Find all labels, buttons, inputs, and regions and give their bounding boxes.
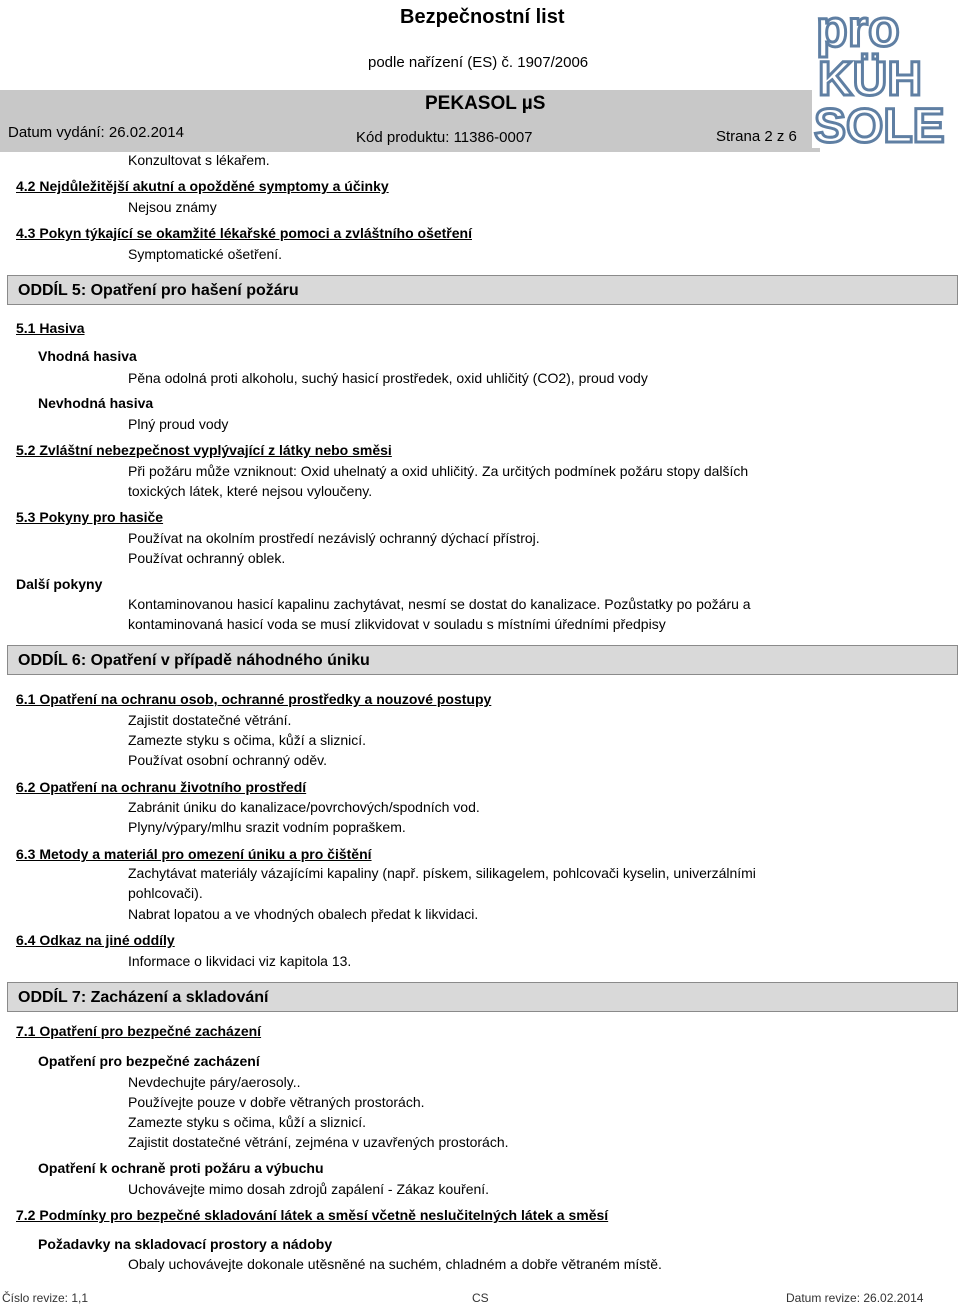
- text-line: Zajistit dostatečné větrání, zejména v uzavřených prostorách.: [128, 1134, 509, 1150]
- section-title: ODDÍL 6: Opatření v případě náhodného úniku: [18, 652, 370, 669]
- issue-date: Datum vydání: 26.02.2014: [8, 124, 184, 141]
- text-line: Kontaminovanou hasicí kapalinu zachytávat, nesmí se dostat do kanalizace. Pozůstatky po požáru a: [128, 596, 751, 612]
- document-title: Bezpečnostní list: [400, 6, 565, 28]
- text-line: Informace o likvidaci viz kapitola 13.: [128, 953, 352, 969]
- svg-text:pro: pro: [816, 2, 900, 58]
- label-suitable-media: Vhodná hasiva: [38, 348, 137, 364]
- text-line: Při požáru může vzniknout: Oxid uhelnatý a oxid uhličitý. Za určitých podmínek požáru stopy dalších: [128, 463, 749, 479]
- text-line: Nabrat lopatou a ve vhodných obalech předat k likvidaci.: [128, 906, 479, 922]
- subsection-heading-7-2: 7.2 Podmínky pro bezpečné skladování látek a směsí včetně neslučitelných látek a směsí: [16, 1207, 609, 1223]
- svg-text:KÜH: KÜH: [818, 53, 922, 106]
- subsection-heading-4-2: 4.2 Nejdůležitější akutní a opožděné symptomy a účinky: [16, 178, 389, 194]
- text-line: Nevdechujte páry/aerosoly..: [128, 1074, 301, 1090]
- product-name: PEKASOL µS: [425, 93, 546, 114]
- text-line: Obaly uchovávejte dokonale utěsněné na suchém, chladném a dobře větraném místě.: [128, 1256, 662, 1272]
- subsection-heading-6-2: 6.2 Opatření na ochranu životního prostředí: [16, 779, 307, 795]
- text-line: Zamezte styku s očima, kůží a sliznicí.: [128, 732, 367, 748]
- label-safe-handling: Opatření pro bezpečné zacházení: [38, 1053, 260, 1069]
- text-line: Zajistit dostatečné větrání.: [128, 712, 292, 728]
- text-line: toxických látek, které nejsou vyloučeny.: [128, 483, 373, 499]
- subsection-heading-5-2: 5.2 Zvláštní nebezpečnost vyplývající z látky nebo směsi: [16, 442, 392, 458]
- text-line: Zabránit úniku do kanalizace/povrchových/spodních vod.: [128, 799, 480, 815]
- section-title: ODDÍL 7: Zacházení a skladování: [18, 989, 269, 1006]
- label-unsuitable-media: Nevhodná hasiva: [38, 395, 154, 411]
- text-line: Uchovávejte mimo dosah zdrojů zapálení - Zákaz kouření.: [128, 1181, 490, 1197]
- text-line: Používejte pouze v dobře větraných prostorách.: [128, 1094, 425, 1110]
- label-further-info: Další pokyny: [16, 576, 103, 592]
- page-number: Strana 2 z 6: [716, 128, 797, 145]
- regulation-reference: podle nařízení (ES) č. 1907/2006: [368, 54, 589, 71]
- label-storage-requirements: Požadavky na skladovací prostory a nádoby: [38, 1236, 333, 1252]
- subsection-heading-6-4: 6.4 Odkaz na jiné oddíly: [16, 932, 175, 948]
- label-fire-protection: Opatření k ochraně proti požáru a výbuchu: [38, 1160, 324, 1176]
- subsection-heading-6-1: 6.1 Opatření na ochranu osob, ochranné prostředky a nouzové postupy: [16, 691, 492, 707]
- subsection-heading-5-3: 5.3 Pokyny pro hasiče: [16, 509, 164, 525]
- footer-revision-date: Datum revize: 26.02.2014: [786, 1291, 924, 1305]
- text-line: Zachytávat materiály vázajícími kapaliny (např. pískem, silikagelem, pohlcovači kyselin, univerzálními: [128, 865, 756, 881]
- text-line: Zamezte styku s očima, kůží a sliznicí.: [128, 1114, 367, 1130]
- subsection-heading-4-3: 4.3 Pokyn týkající se okamžité lékařské pomoci a zvláštního ošetření: [16, 225, 472, 241]
- section-title: ODDÍL 5: Opatření pro hašení požáru: [18, 282, 299, 299]
- text-line: Používat osobní ochranný oděv.: [128, 752, 327, 768]
- svg-text:SOLE: SOLE: [814, 100, 945, 148]
- footer-language: CS: [472, 1291, 489, 1305]
- text-line: Konzultovat s lékařem.: [128, 152, 270, 168]
- company-logo: [812, 2, 958, 148]
- subsection-heading-6-3: 6.3 Metody a materiál pro omezení úniku a pro čištění: [16, 846, 372, 862]
- product-code: Kód produktu: 11386-0007: [356, 129, 533, 146]
- subsection-heading-7-1: 7.1 Opatření pro bezpečné zacházení: [16, 1023, 262, 1039]
- text-line: Symptomatické ošetření.: [128, 246, 283, 262]
- text-line: Používat ochranný oblek.: [128, 550, 286, 566]
- text-line: Plný proud vody: [128, 416, 229, 432]
- section-header-5: [7, 275, 958, 305]
- text-line: Používat na okolním prostředí nezávislý ochranný dýchací přístroj.: [128, 530, 540, 546]
- subsection-heading-5-1: 5.1 Hasiva: [16, 320, 85, 336]
- footer-revision-number: Číslo revize: 1,1: [2, 1291, 89, 1305]
- section-header-7: [7, 982, 958, 1012]
- text-line: Pěna odolná proti alkoholu, suchý hasicí prostředek, oxid uhličitý (CO2), proud vody: [128, 370, 648, 386]
- text-line: kontaminovaná hasicí voda se musí zlikvidovat v souladu s místními úředními předpisy: [128, 616, 666, 632]
- text-line: Nejsou známy: [128, 199, 217, 215]
- section-header-6: [7, 645, 958, 675]
- text-line: Plyny/výpary/mlhu srazit vodním popraškem.: [128, 819, 406, 835]
- text-line: pohlcovači).: [128, 885, 203, 901]
